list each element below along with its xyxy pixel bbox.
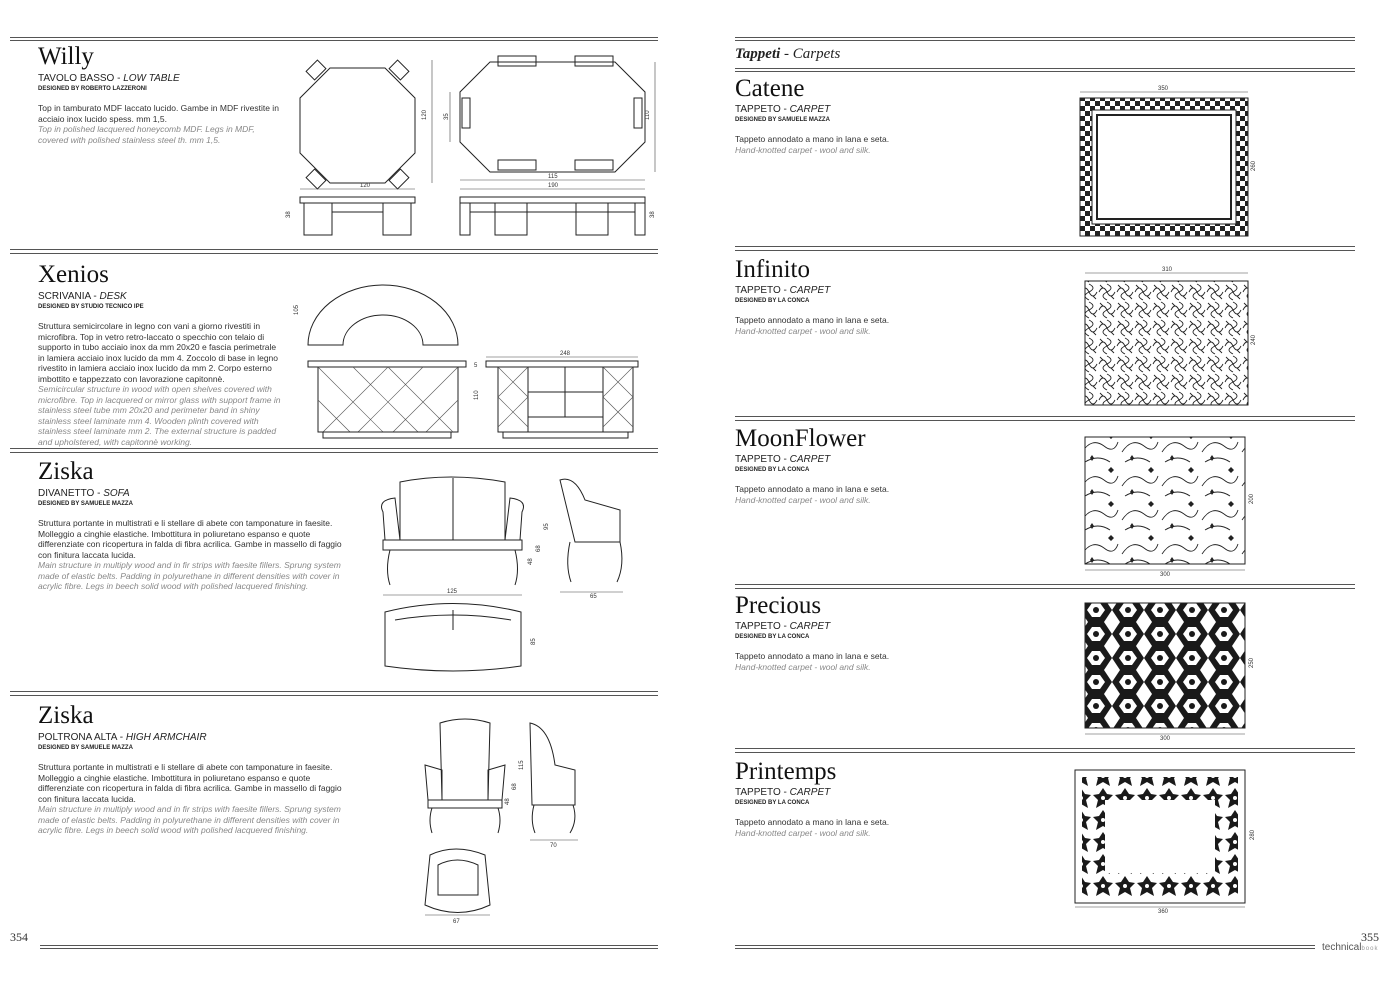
- dim-label: 300: [1160, 736, 1171, 742]
- description: [38, 321, 283, 447]
- carpet-type: TAPPETO - CARPET: [735, 621, 831, 632]
- separator: [735, 588, 1355, 589]
- separator: [735, 250, 1355, 251]
- dim-label: 280: [1250, 829, 1256, 840]
- type-it: TAPPETO: [735, 104, 781, 115]
- separator: [735, 584, 1355, 585]
- description-en: Main structure in multiply wood and in fir strips with faesite fillers. Sprung system made of elastic belts. Padding in polyurethane in different densities with cover in acrylic fibre. Legs in beech solid wood with polished lacquered finishing.: [38, 804, 341, 835]
- product-type: TAVOLO BASSO - LOW TABLE: [38, 73, 180, 84]
- dim-label: 120: [422, 109, 428, 120]
- designer: DESIGNED BY LA CONCA: [735, 800, 810, 806]
- separator: [10, 691, 658, 692]
- dim-label: 38: [286, 211, 292, 218]
- section-rule-2: [735, 71, 1355, 72]
- dim-label: 5: [474, 363, 478, 369]
- description: [38, 762, 343, 836]
- carpet-title: Precious: [735, 592, 822, 619]
- dim-label: 105: [294, 304, 300, 315]
- printemps-carpet-drawing: [1070, 765, 1260, 915]
- description-en: Hand-knotted carpet - wool and silk.: [735, 827, 871, 838]
- description-en: Hand-knotted carpet - wool and silk.: [735, 144, 871, 155]
- description: [735, 484, 1035, 505]
- type-it: TAPPETO: [735, 621, 781, 632]
- description-it: Tappeto annodato a mano in lana e seta.: [735, 651, 890, 661]
- type-it: TAVOLO BASSO: [38, 73, 115, 84]
- dim-label: 110: [474, 390, 480, 400]
- top-rule-left: [10, 37, 658, 38]
- designer: DESIGNED BY LA CONCA: [735, 467, 810, 473]
- separator: [735, 416, 1355, 417]
- description-it: Tappeto annodato a mano in lana e seta.: [735, 134, 890, 144]
- dim-label: 70: [550, 843, 557, 849]
- carpet-title: Printemps: [735, 758, 837, 785]
- dim-label: 68: [536, 545, 542, 552]
- top-rule-left-2: [10, 40, 658, 41]
- separator: [735, 246, 1355, 247]
- type-en: CARPET: [789, 285, 831, 296]
- carpet-title: Infinito: [735, 256, 810, 283]
- separator: [10, 452, 658, 453]
- dim-label: 85: [531, 638, 537, 645]
- type-en: HIGH ARMCHAIR: [125, 732, 207, 743]
- type-it: TAPPETO: [735, 285, 781, 296]
- ziska-sofa-drawing: [375, 470, 635, 685]
- xenios-drawing: [294, 275, 658, 445]
- separator: [735, 420, 1355, 421]
- description-en: Main structure in multiply wood and in fir strips with faesite fillers. Sprung system made of elastic belts. Padding in polyurethane in different densities with cover in acrylic fibre. Legs in beech solid wood with polished lacquered finishing.: [38, 560, 341, 591]
- description-it: Struttura semicircolare in legno con vani a giorno rivestiti in microfibra. Top in vetro retro-laccato o specchio con telaio di supporto in tubo acciaio inox da mm 20x20 e fascia perimetrale in lamiera acciaio inox lucido da mm 4. Zoccolo di base in legno rivestito in lamiera acciaio inox lucido da mm 2. Corpo esterno imbottito e tappezzato con lavorazione capitonnè.: [38, 321, 279, 384]
- type-it: TAPPETO: [735, 787, 781, 798]
- product-ziska-armchair: [38, 703, 343, 836]
- description-en: Hand-knotted carpet - wool and silk.: [735, 494, 871, 505]
- description: [38, 103, 283, 145]
- bottom-rule-left-2: [40, 948, 658, 949]
- page-number-right: 355: [1361, 930, 1379, 944]
- dim-label: 250: [1249, 657, 1255, 668]
- top-rule-right-2: [735, 40, 1355, 41]
- type-it: POLTRONA ALTA: [38, 732, 117, 743]
- description-it: Struttura portante in multistrati e li stellare di abete con tamponature in faesite. Molleggio a cinghie elastiche. Imbottitura in poliuretano espanso e quote differenziate con ricopertura in falda di fibra acrilica. Gambe in massello di faggio con finitura laccata lucida.: [38, 518, 342, 560]
- infinito-carpet-drawing: [1080, 265, 1255, 410]
- carpet-type: TAPPETO - CARPET: [735, 787, 831, 798]
- type-en: SOFA: [103, 488, 130, 499]
- page-number-left: 354: [10, 930, 28, 944]
- dim-label: 48: [505, 798, 511, 805]
- description-it: Struttura portante in multistrati e li stellare di abete con tamponature in faesite. Molleggio a cinghie elastiche. Imbottitura in poliuretano espanso e quote differenziate con ricopertura in falda di fibra acrilica. Gambe in massello di faggio con finitura laccata lucida.: [38, 762, 342, 804]
- dim-label: 360: [1158, 909, 1169, 915]
- dim-label: 300: [1160, 572, 1171, 578]
- carpet-moonflower: [735, 426, 1035, 505]
- bottom-rule-left: [40, 945, 658, 946]
- product-willy: [38, 44, 283, 145]
- description: [38, 518, 343, 592]
- dim-label: 120: [360, 183, 371, 189]
- product-type: POLTRONA ALTA - HIGH ARMCHAIR: [38, 732, 207, 743]
- dim-label: 65: [590, 594, 597, 600]
- dim-label: 48: [528, 558, 534, 565]
- separator: [735, 752, 1355, 753]
- designer: DESIGNED BY SAMUELE MAZZA: [735, 117, 830, 123]
- description-it: Tappeto annodato a mano in lana e seta.: [735, 817, 890, 827]
- dim-label: 115: [519, 760, 525, 770]
- dim-label: 200: [1249, 493, 1255, 504]
- bottom-rule-right: [735, 945, 1315, 946]
- type-en: CARPET: [789, 621, 831, 632]
- precious-carpet-drawing: [1080, 598, 1255, 743]
- product-type: DIVANETTO - SOFA: [38, 488, 130, 499]
- dim-label: 125: [447, 589, 458, 595]
- description-it: Tappeto annodato a mano in lana e seta.: [735, 484, 890, 494]
- moonflower-carpet-drawing: [1080, 432, 1255, 577]
- description-en: Hand-knotted carpet - wool and silk.: [735, 325, 871, 336]
- dim-label: 38: [650, 211, 656, 218]
- description: [735, 651, 1035, 672]
- description: [735, 134, 1035, 155]
- dim-label: 35: [444, 113, 450, 120]
- ziska-armchair-drawing: [410, 715, 590, 930]
- product-type: SCRIVANIA - DESK: [38, 291, 127, 302]
- dim-label: 350: [1158, 86, 1169, 92]
- separator: [10, 448, 658, 449]
- willy-drawing: [286, 52, 660, 242]
- separator: [735, 748, 1355, 749]
- description-en: Semicircular structure in wood with open shelves covered with microfibre. Top in lacquered or mirror glass with support frame in stainless steel tube mm 20x20 and perimeter band in shiny stainless steel laminate mm 4. Wooden plinth covered with stainless steel laminate mm 2. The external structure is padded and upholstered, with capitonnè working.: [38, 384, 281, 447]
- dim-label: 67: [453, 919, 460, 925]
- separator: [10, 249, 658, 250]
- designer: DESIGNED BY STUDIO TECNICO IPE: [38, 304, 144, 310]
- carpet-title: MoonFlower: [735, 425, 866, 452]
- section-it: Tappeti: [735, 46, 781, 62]
- section-rule: [735, 68, 1355, 69]
- description-it: Tappeto annodato a mano in lana e seta.: [735, 315, 890, 325]
- separator: [10, 253, 658, 254]
- carpet-printemps: [735, 759, 1035, 838]
- bottom-rule-right-2: [735, 948, 1315, 949]
- type-en: CARPET: [789, 787, 831, 798]
- type-en: DESK: [99, 291, 127, 302]
- carpet-title: Catene: [735, 75, 805, 102]
- type-en: CARPET: [789, 104, 831, 115]
- type-it: TAPPETO: [735, 454, 781, 465]
- separator: [10, 695, 658, 696]
- description-it: Top in tamburato MDF laccato lucido. Gambe in MDF rivestite in acciaio inox lucido spess. mm 1,5.: [38, 103, 279, 124]
- carpet-type: TAPPETO - CARPET: [735, 285, 831, 296]
- brand-book: book: [1361, 946, 1379, 952]
- designer: DESIGNED BY LA CONCA: [735, 298, 810, 304]
- dim-label: 190: [548, 183, 559, 189]
- description: [735, 315, 1035, 336]
- carpet-precious: [735, 593, 1035, 672]
- dim-label: 115: [548, 174, 558, 180]
- description-en: Top in polished lacquered honeycomb MDF. Legs in MDF, covered with polished stainless steel th. mm 1,5.: [38, 124, 255, 145]
- description: [735, 817, 1035, 838]
- product-title: Ziska: [38, 702, 94, 729]
- dim-label: 240: [1251, 334, 1257, 345]
- carpet-type: TAPPETO - CARPET: [735, 454, 831, 465]
- designer: DESIGNED BY SAMUELE MAZZA: [38, 501, 133, 507]
- dim-label: 310: [1162, 267, 1173, 273]
- type-it: DIVANETTO: [38, 488, 95, 499]
- dim-label: 260: [1251, 160, 1257, 171]
- top-rule-right: [735, 37, 1355, 38]
- technical-book-logo: [1322, 942, 1378, 953]
- dim-label: 68: [512, 783, 518, 790]
- type-en: CARPET: [789, 454, 831, 465]
- brand-technical: technical: [1322, 942, 1362, 953]
- product-title: Xenios: [38, 261, 109, 288]
- product-title: Willy: [38, 43, 94, 70]
- dim-label: 110: [645, 110, 651, 120]
- section-sep: -: [780, 46, 793, 62]
- carpet-catene: [735, 76, 1035, 155]
- description-en: Hand-knotted carpet - wool and silk.: [735, 661, 871, 672]
- carpet-type: TAPPETO - CARPET: [735, 104, 831, 115]
- dim-label: 95: [544, 523, 550, 530]
- product-title: Ziska: [38, 458, 94, 485]
- designer: DESIGNED BY ROBERTO LAZZERONI: [38, 86, 147, 92]
- dim-label: 248: [560, 351, 571, 357]
- section-en: Carpets: [792, 46, 841, 62]
- type-en: LOW TABLE: [123, 73, 180, 84]
- product-xenios: [38, 262, 283, 447]
- designer: DESIGNED BY LA CONCA: [735, 634, 810, 640]
- type-it: SCRIVANIA: [38, 291, 91, 302]
- section-heading: [735, 46, 840, 63]
- designer: DESIGNED BY SAMUELE MAZZA: [38, 745, 133, 751]
- product-ziska-sofa: [38, 459, 343, 592]
- carpet-infinito: [735, 257, 1035, 336]
- catene-carpet-drawing: [1070, 86, 1260, 241]
